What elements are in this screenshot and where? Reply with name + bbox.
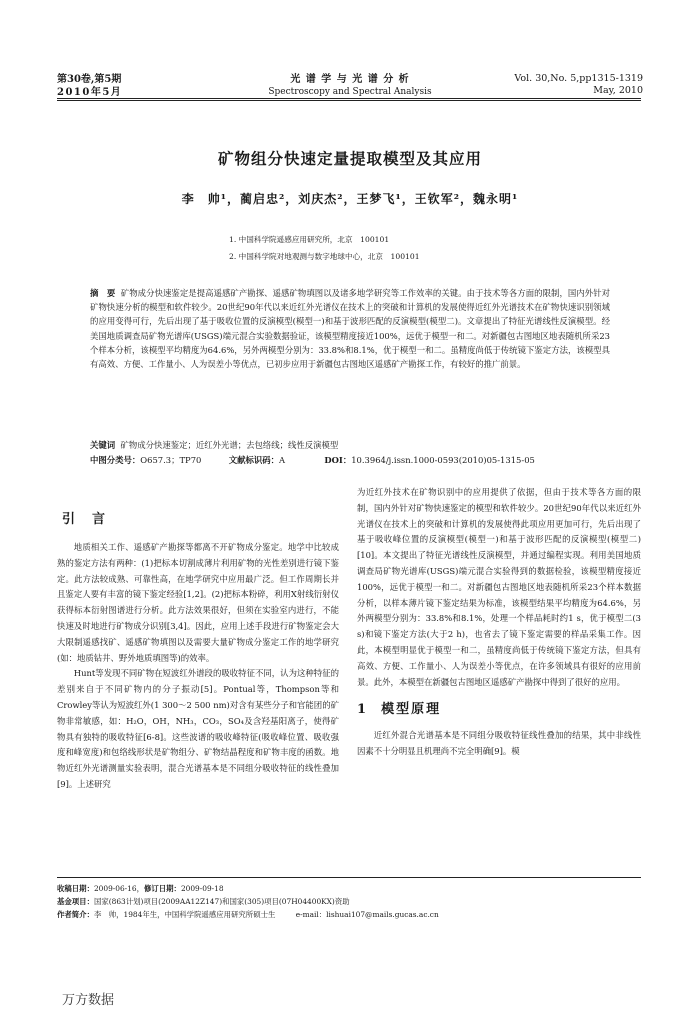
model-principle-paragraph: 近红外混合光谱基本是不同组分吸收特征线性叠加的结果，其中非线性因素不十分明显且机理尚不完全明确[9]。模 <box>357 730 641 756</box>
revised-label: 修订日期： <box>143 884 181 893</box>
keywords-label: 关键词 <box>90 440 116 450</box>
abstract-label: 摘 要 <box>90 288 116 298</box>
journal-name-en: Spectroscopy and Spectral Analysis <box>268 87 432 97</box>
clc-value: O657.3；TP70 <box>140 455 202 465</box>
funding-text: 国家(863计划)项目(2009AA12Z147)和国家(305)项目(07H04400KX)资助 <box>93 897 350 906</box>
doi-value: 10.3964/j.issn.1000-0593(2010)05-1315-05 <box>351 455 535 465</box>
section-number: 1 <box>357 702 369 718</box>
intro-paragraph-continued: 为近红外技术在矿物识别中的应用提供了依据，但由于技术等各方面的限制，国内外针对矿物快速鉴定的模型和软件较少。20世纪90年代以来近红外光谱仪在技术上的突破和计算机的发展使得此项应用更加可行，先后出现了基于吸收峰位置的反演模型(模型一)和基于波形匹配的反演模型(模型二)[10]。本文提出了特征光谱线性反演模型，并通过编程实现。利用美国地质调查局矿物光谱库(USGS)端元混合实验得到的数据检验，该模型精度接近100%，远优于模型一和二。对新疆包古图地区地表随机所采23个样本数据分析，以样本薄片镜下鉴定结果为标准，该模型结果平均精度为64.6%，另外两模型分别为：33.8%和8.1%，处理一个样品耗时约1 s，优于模型二(3 s)和镜下鉴定方法(大于2 h)，也省去了镜下鉴定需要的样品采集工作。因此，本模型明显优于模型一和二，虽精度尚低于传统镜下鉴定方法，但具有高效、方便、工作量小、人为误差小等优点，在许多领域具有很好的应用前景。此外，本模型在新疆包古图地区遥感矿产勘探中得到了很好的应用。 <box>357 487 641 687</box>
right-column-body <box>357 485 641 760</box>
volume-line: 第30卷,第5期 <box>57 74 122 85</box>
funding-label: 基金项目： <box>57 897 94 906</box>
watermark: 万方数据 <box>62 993 115 1008</box>
author-bio-label: 作者简介： <box>57 910 94 919</box>
journal-name <box>200 73 500 98</box>
received-dates <box>57 882 641 895</box>
author-list: 李 帅¹，蔺启忠²，刘庆杰²，王梦飞¹，王钦军²，魏永明¹ <box>181 192 519 206</box>
affiliation-2: 2. 中国科学院对地观测与数字地球中心，北京 100101 <box>229 252 420 261</box>
journal-citation <box>514 73 643 97</box>
revised-date: 2009-09-18 <box>180 884 224 893</box>
author-email: e-mail：lishuai107@mails.gucas.ac.cn <box>295 910 439 919</box>
abstract-text: 矿物成分快速鉴定是提高遥感矿产勘探、遥感矿物填图以及诸多地学研究等工作效率的关键。由于技术等各方面的限制，国内外针对矿物快速分析的模型和软件较少。20世纪90年代以来近红外光谱仪在技术上的突破和计算机的发展使得近红外光谱技术在矿物快速识别领域的应用变得可行，先后出现了基于吸收位置的反演模型(模型一)和基于波形匹配的反演模型(模型二)。文章提出了特征光谱线性反演模型。经美国地质调查局矿物光谱库(USGS)端元混合实验数据验证，该模型精度接近100%，远优于模型一和二。对新疆包古图地区地表随机所采23个样本分析，该模型平均精度为64.6%，另外两模型分别为：33.8%和8.1%，优于模型一和二。虽精度尚低于传统镜下鉴定方法，该模型具有高效、方便、工作量小、人为误差小等优点，已初步应用于新疆包古图地区遥感矿产勘探工作，有较好的推广前景。 <box>90 288 611 370</box>
affiliation-1: 1. 中国科学院遥感应用研究所，北京 100101 <box>229 235 390 244</box>
intro-paragraph-2: Hunt等发现不同矿物在短波红外谱段的吸收特征不同，认为这种特征的差别来自于不同矿物内的分子振动[5]。Pontual等，Thompson等和Crowley等认为短波红外(1 300～2 500 nm)对含有某些分子和官能团的矿物非常敏感，如：H₂O，OH，NH₃，CO₃，SO₄及含羟基阳离子，使得矿物具有独特的吸收特征[6-8]。这些波谱的吸收峰特征(吸收峰位置、吸收强度和峰宽度)和包络线形状是矿物组分、矿物结晶程度和矿物丰度的函数。地物近红外光谱测量实验表明，混合光谱基本是不同组分吸收特征的线性叠加[9]。上述研究 <box>57 668 339 789</box>
header-rule-top <box>57 98 641 99</box>
footnotes <box>57 882 641 921</box>
left-column-body <box>57 540 339 793</box>
footnote-rule <box>57 877 641 878</box>
author-bio <box>57 908 641 921</box>
doc-code-value: A <box>278 455 286 465</box>
intro-paragraph-1: 地质相关工作、遥感矿产勘探等都离不开矿物成分鉴定。地学中比较成熟的鉴定方法有两种：(1)把标本切割成薄片利用矿物的光性差别进行镜下鉴定。此方法较成熟、可靠性高，在地学研究中应用最广泛。但工作周期长并且鉴定人要有丰富的镜下鉴定经验[1,2]。(2)把标本粉碎，利用X射线衍射仪获得标本衍射图谱进行分析。此方法效果很好，但须在实验室内进行，不能快速及时地进行矿物成分识别[3,4]。因此，应用上述手段进行矿物鉴定会大大限制遥感找矿、遥感矿物填图以及需要大量矿物成分鉴定工作的地学研究(如：地质钻井、野外地质填图等)的效率。 <box>57 542 339 663</box>
citation-date: May, 2010 <box>593 85 643 96</box>
received-label: 收稿日期： <box>57 884 94 893</box>
journal-volume-issue <box>57 73 122 99</box>
paper-title: 矿物组分快速定量提取模型及其应用 <box>217 149 482 168</box>
doc-code-label: 文献标识码： <box>228 455 279 465</box>
journal-name-cn: 光 谱 学 与 光 谱 分 析 <box>290 74 410 85</box>
keywords-text: 矿物成分快速鉴定；近红外光谱；去包络线；线性反演模型 <box>120 440 339 450</box>
doi-label: DOI： <box>324 455 352 465</box>
date-line: 2010年5月 <box>57 87 123 98</box>
author-bio-text: 李 帅，1984年生，中国科学院遥感应用研究所硕士生 <box>93 910 276 919</box>
received-date: 2009-06-16， <box>93 884 144 893</box>
keywords <box>90 438 610 452</box>
funding <box>57 895 641 908</box>
section-heading-model-principle <box>357 702 641 718</box>
clc-label: 中图分类号： <box>90 455 141 465</box>
classification-line <box>90 453 610 467</box>
section-title: 模型原理 <box>381 702 442 718</box>
header-rule-bottom <box>57 100 641 101</box>
citation-line: Vol. 30,No. 5,pp1315-1319 <box>514 73 643 84</box>
section-heading-introduction: 引 言 <box>62 512 108 527</box>
abstract <box>90 286 610 371</box>
